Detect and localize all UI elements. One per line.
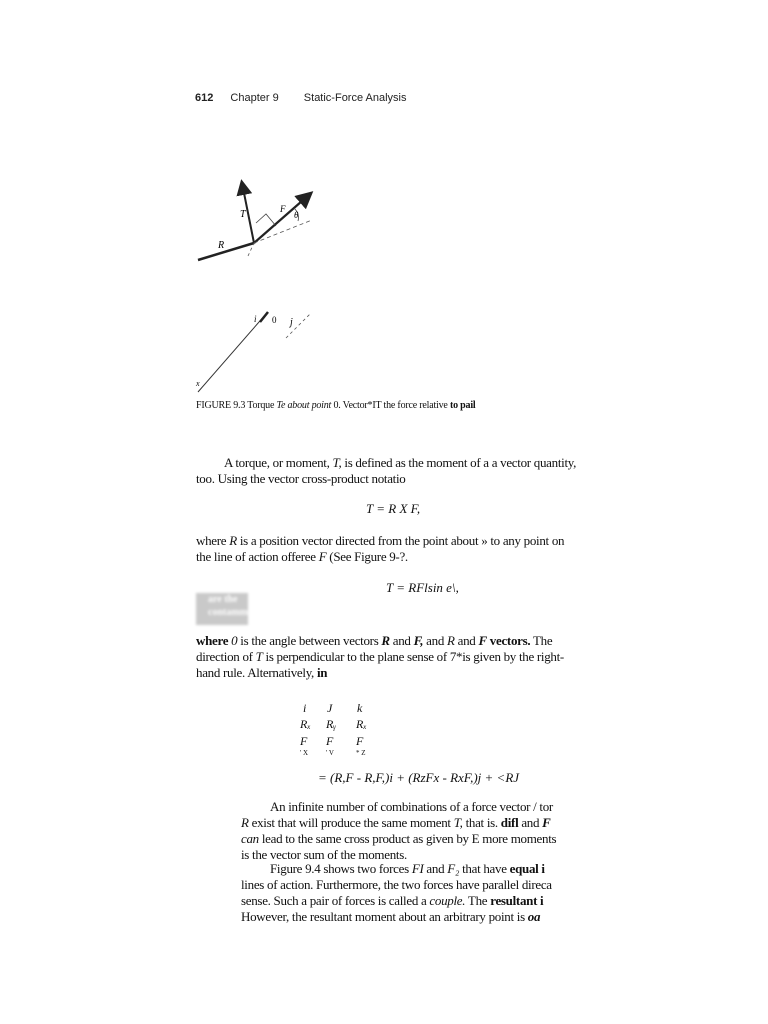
r-extension-line	[254, 220, 312, 243]
lower-line-6: lines of action. Furthermore, the two forces have parallel direca	[241, 877, 552, 892]
paragraph-1-line-1: A torque, or moment, T, is defined as the moment of a a vector quantity,	[224, 455, 577, 470]
r-label: R	[218, 240, 225, 251]
paragraph-1-line-2: too. Using the vector cross-product notatio	[196, 471, 406, 486]
theta-label: θ	[294, 210, 299, 220]
lower-line-5: Figure 9.4 shows two forces FI and F₂ that have equal i	[270, 861, 545, 876]
paragraph-3-line-1: where 0 is the angle between vectors R and F, and R and F vectors. The	[196, 633, 553, 648]
zero-label: 0	[272, 315, 277, 325]
matrix-row-4: ' X ' V * Z	[300, 749, 366, 757]
x-label: x	[196, 379, 200, 388]
torque-figure	[190, 170, 330, 400]
t-label: T	[240, 209, 246, 220]
f-label: F	[280, 204, 286, 214]
equation-cross-product: T = R X F,	[366, 501, 421, 516]
equation-magnitude: T = RFlsin e\,	[386, 580, 459, 595]
lower-line-1: An infinite number of combinations of a force vector / tor	[270, 799, 553, 814]
lower-line-3: can lead to the same cross product as given by E more moments	[241, 831, 557, 846]
i-label: i	[254, 314, 257, 324]
lower-line-8: However, the resultant moment about an arbitrary point is oa	[241, 909, 541, 924]
running-header	[195, 92, 407, 104]
lower-line-4: is the vector sum of the moments.	[241, 847, 407, 862]
matrix-row-1: i J k	[303, 701, 363, 715]
r-vector-line	[198, 243, 254, 260]
blurred-text-artifact: are the contamm	[196, 593, 248, 625]
matrix-row-2: Rₓ Rᵧ Rₓ	[300, 717, 367, 731]
figure-caption: FIGURE 9.3 Torque Te about point 0. Vector*IT the force relative to pail	[196, 400, 476, 411]
f-vector-arrow	[254, 194, 310, 243]
lower-line-2: R exist that will produce the same moment T, that is. difl and F	[241, 815, 551, 830]
lower-line-7: sense. Such a pair of forces is called a couple. The resultant i	[241, 893, 544, 908]
j-label: j	[290, 317, 293, 328]
lower-vector-line	[198, 314, 266, 392]
equation-expansion: = (R,F - R,F,)i + (RzFx - RxF,)j + <RJ	[318, 770, 520, 785]
paragraph-2-line-2: the line of action offeree F (See Figure 9-?.	[196, 549, 408, 564]
paragraph-3-line-2: direction of T is perpendicular to the plane sense of 7*is given by the right-	[196, 649, 564, 664]
paragraph-2-line-1: where R is a position vector directed from the point about » to any point on	[196, 533, 565, 548]
chapter-title: Static-Force Analysis	[303, 92, 407, 104]
paragraph-3-line-3: hand rule. Alternatively, in	[196, 665, 328, 680]
matrix-row-3: F F F	[300, 734, 364, 748]
page-number: 612	[195, 92, 214, 104]
right-angle-mark	[256, 214, 276, 226]
chapter-label: Chapter 9	[230, 92, 279, 104]
